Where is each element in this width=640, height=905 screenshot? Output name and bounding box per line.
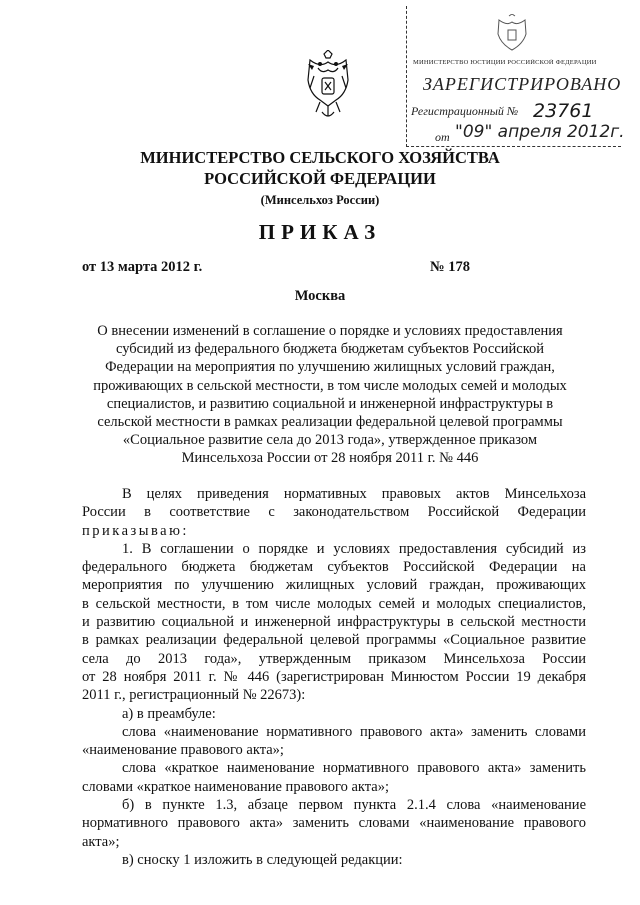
ministry-short-name: (Минсельхоз России) <box>260 193 380 207</box>
stamp-ministry: МИНИСТЕРСТВО ЮСТИЦИИ РОССИЙСКОЙ ФЕДЕРАЦИИ <box>413 59 597 66</box>
body-line: села до 2013 года», утвержденным приказом Минсельхоза России <box>82 650 586 667</box>
body-line: а) в преамбуле: <box>122 705 216 722</box>
stamp-registered: ЗАРЕГИСТРИРОВАНО <box>423 74 622 94</box>
body-line: в) сноску 1 изложить в следующей редакции: <box>122 851 403 868</box>
order-subject <box>60 322 600 468</box>
stamp-regno-label: Регистрационный № <box>411 104 519 118</box>
subject-line: сельской местности в рамках реализации федеральной целевой программы <box>97 414 563 431</box>
body-line: федерального бюджета бюджетам субъектов Российской Федерации на <box>82 559 586 576</box>
subject-line: «Социальное развитие села до 2013 года», утвержденное приказом <box>122 432 538 449</box>
body-line: мероприятия по улучшению жилищных условий граждан, проживающих <box>82 577 586 594</box>
body-line: б) в пункте 1.3, абзаце первом пункта 2.1.4 слова «наименование <box>122 797 586 814</box>
ministry-name-line2: РОССИЙСКОЙ ФЕДЕРАЦИИ <box>204 169 436 188</box>
subject-line: О внесении изменений в соглашение о порядке и условиях предоставления <box>97 323 563 339</box>
order-city: Москва <box>294 288 346 304</box>
subject-line: специалистов, и развитию социальной и инженерной инфраструктуры в <box>106 395 554 412</box>
body-line: нормативного правового акта» заменить словами «наименование правового <box>82 815 586 832</box>
subject-line: проживающих в сельской местности, в том числе молодых семей и молодых <box>93 377 567 394</box>
order-body <box>82 485 586 869</box>
body-line: «наименование правового акта»; <box>82 742 284 759</box>
subject-line: Федерации на мероприятия по улучшению жилищных условий граждан, <box>105 359 555 376</box>
stamp-regno-value: 23761 <box>533 100 594 122</box>
ministry-name-line1: МИНИСТЕРСТВО СЕЛЬСКОГО ХОЗЯЙСТВА <box>140 148 500 167</box>
body-line: 1. В соглашении о порядке и условиях предоставления субсидий из <box>122 540 586 557</box>
body-line: В целях приведения нормативных правовых актов Минсельхоза <box>122 486 586 502</box>
body-line: акта»; <box>82 833 120 850</box>
body-line: в рамках реализации федеральной целевой программы «Социальное развитие <box>82 632 586 649</box>
body-line: в сельской местности, в том числе молодых семей и молодых специалистов, <box>82 595 586 612</box>
stamp-date-value: "09" апреля 2012г. <box>455 122 625 142</box>
body-line-order-word: приказываю: <box>82 522 189 539</box>
body-line: словами «краткое наименование правового акта»; <box>82 778 389 795</box>
coat-of-arms-icon <box>306 50 350 124</box>
body-line: России в соответствие с законодательством Российской Федерации <box>82 504 586 521</box>
body-line: от 28 ноября 2011 г. № 446 (зарегистрирован Минюстом России 19 декабря <box>82 668 586 685</box>
stamp-emblem-icon <box>495 14 529 52</box>
stamp-date-label: от <box>435 130 450 144</box>
order-date: от 13 марта 2012 г. <box>82 259 203 275</box>
subject-line: Минсельхоза России от 28 ноября 2011 г. № 446 <box>181 450 479 467</box>
body-line: слова «краткое наименование нормативного правового акта» заменить <box>122 760 586 777</box>
body-line: 2011 г., регистрационный № 22673): <box>82 687 306 704</box>
body-line: слова «наименование нормативного правового акта» заменить словами <box>122 723 586 740</box>
order-number: № 178 <box>430 259 470 275</box>
registration-stamp <box>406 6 625 147</box>
order-title: ПРИКАЗ <box>258 220 382 244</box>
subject-line: субсидий из федерального бюджета бюджетам субъектов Российской <box>115 341 545 358</box>
body-line: и развитию социальной и инженерной инфраструктуры в сельской местности <box>82 614 586 631</box>
